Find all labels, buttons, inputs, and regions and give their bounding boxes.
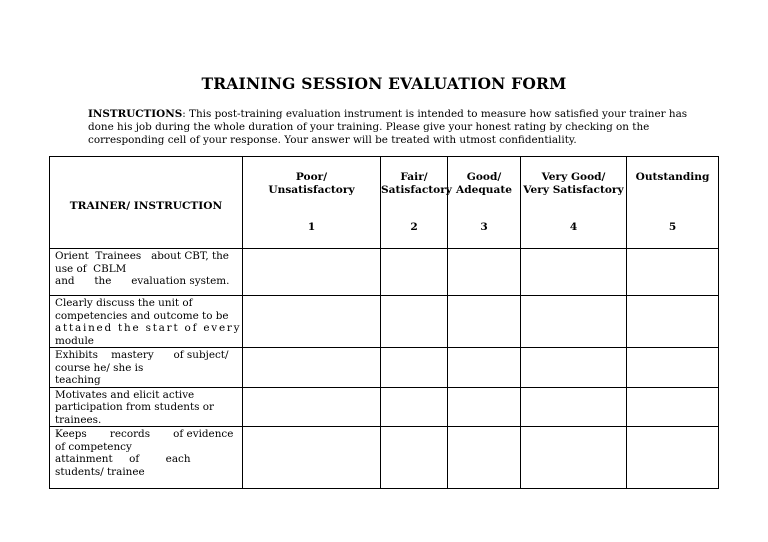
rating-cell-3[interactable] — [448, 387, 521, 427]
rating-label-1b: Unsatisfactory — [268, 184, 355, 196]
criterion-label: Motivates and elicit active participation from students or trainees. — [50, 387, 243, 427]
rating-cell-5[interactable] — [627, 348, 719, 388]
rating-cell-4[interactable] — [521, 296, 627, 348]
rating-header-1 — [243, 157, 381, 249]
rating-cell-1[interactable] — [243, 427, 381, 489]
rating-cell-4[interactable] — [521, 427, 627, 489]
rating-cell-2[interactable] — [381, 348, 448, 388]
rating-cell-1[interactable] — [243, 249, 381, 296]
form-title: TRAINING SESSION EVALUATION FORM — [201, 74, 567, 93]
rating-number-2: 2 — [410, 221, 418, 233]
criterion-label: Orient Trainees about CBT, the use of CBLM and the evaluation system. — [50, 249, 243, 296]
instructions-label: INSTRUCTIONS — [88, 108, 183, 120]
rating-cell-5[interactable] — [627, 249, 719, 296]
rating-cell-4[interactable] — [521, 387, 627, 427]
trainer-instruction-header: TRAINER/ INSTRUCTION — [50, 157, 243, 249]
rating-label-4b: Very Satisfactory — [523, 184, 624, 196]
rating-cell-4[interactable] — [521, 249, 627, 296]
rating-label-1a: Poor/ — [295, 171, 328, 183]
criterion-label: Clearly discuss the unit of competencies and outcome to be attained the start of every module — [50, 296, 243, 348]
header-row — [50, 157, 719, 249]
rating-number-1: 1 — [307, 221, 316, 233]
criterion-label: Exhibits mastery of subject/ course he/ she is teaching — [50, 348, 243, 388]
rating-number-4: 4 — [569, 221, 578, 233]
rating-header-3 — [448, 157, 521, 249]
rating-number-3: 3 — [480, 221, 488, 233]
rating-label-2a: Fair/ — [400, 171, 428, 183]
rating-header-5 — [627, 157, 719, 249]
rating-cell-3[interactable] — [448, 427, 521, 489]
table-row — [50, 427, 719, 489]
rating-label-5a: Outstanding — [635, 171, 710, 183]
rating-header-4 — [521, 157, 627, 249]
rating-number-5: 5 — [668, 221, 677, 233]
table-row — [50, 249, 719, 296]
table-row — [50, 387, 719, 427]
rating-cell-2[interactable] — [381, 387, 448, 427]
criterion-label: Keeps records of evidence of competency attainment of each students/ trainee — [50, 427, 243, 489]
rating-cell-2[interactable] — [381, 427, 448, 489]
rating-header-2 — [381, 157, 452, 249]
instructions-paragraph — [88, 108, 688, 147]
rating-label-3a: Good/ — [466, 171, 502, 183]
rating-cell-2[interactable] — [381, 296, 448, 348]
instructions-text: : This post-training evaluation instrument is intended to measure how satisfied your trainer has done his job during the whole duration of your training. Please give your honest rating by checking on the corresponding cell of your response. Your answer will be treated with utmost confidentiality. — [88, 108, 688, 146]
rating-cell-1[interactable] — [243, 296, 381, 348]
rating-cell-1[interactable] — [243, 348, 381, 388]
table-row — [50, 348, 719, 388]
rating-cell-3[interactable] — [448, 249, 521, 296]
evaluation-table — [49, 156, 719, 489]
rating-cell-5[interactable] — [627, 387, 719, 427]
rating-cell-5[interactable] — [627, 296, 719, 348]
rating-cell-3[interactable] — [448, 348, 521, 388]
rating-cell-4[interactable] — [521, 348, 627, 388]
rating-cell-1[interactable] — [243, 387, 381, 427]
rating-cell-2[interactable] — [381, 249, 448, 296]
table-row — [50, 296, 719, 348]
rating-label-3b: Adequate — [456, 184, 512, 196]
rating-cell-5[interactable] — [627, 427, 719, 489]
rating-label-4a: Very Good/ — [541, 171, 606, 183]
rating-cell-3[interactable] — [448, 296, 521, 348]
rating-label-2b: Satisfactory — [381, 184, 452, 196]
